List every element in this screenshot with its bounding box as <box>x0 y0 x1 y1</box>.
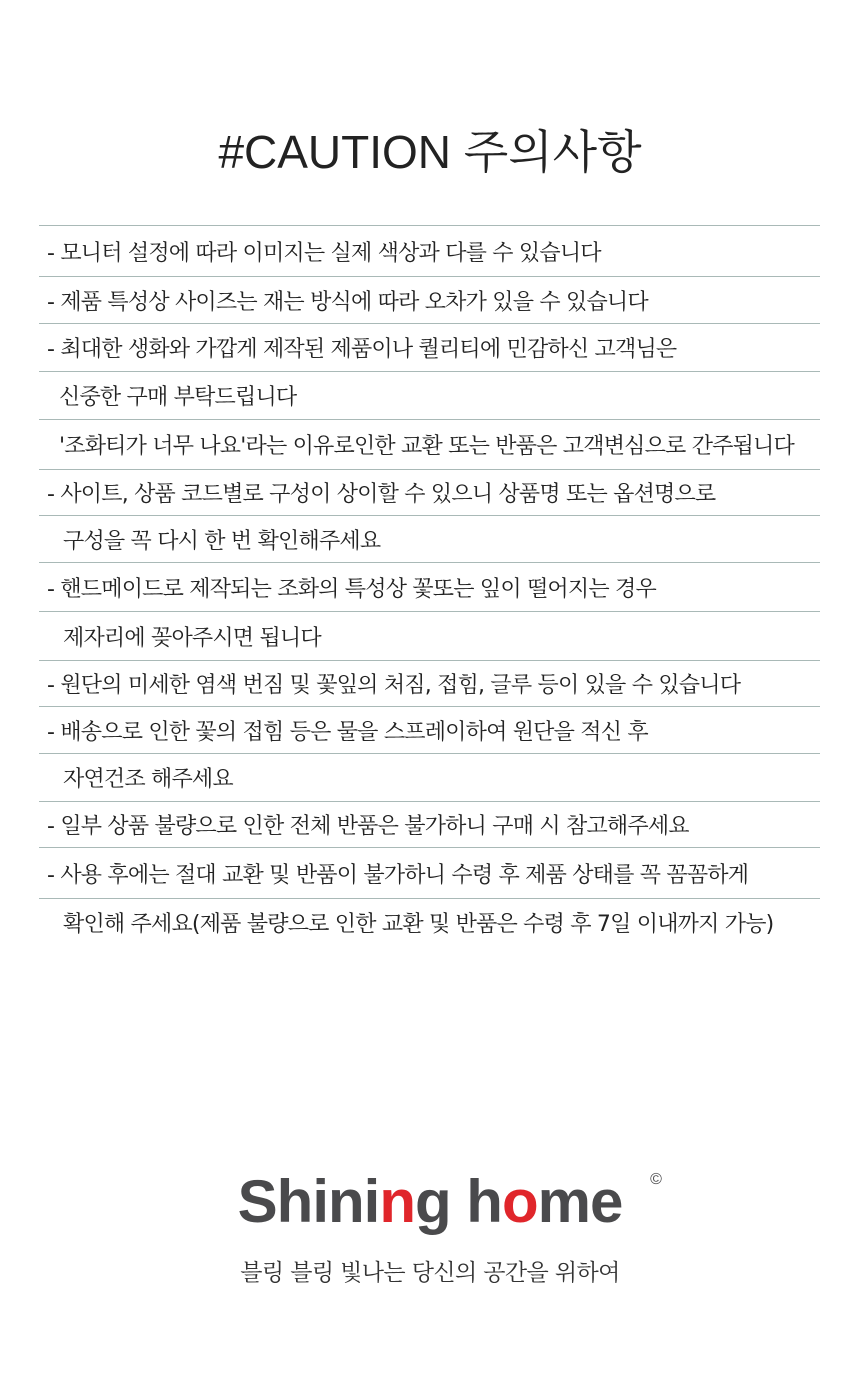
caution-item-continued: 확인해 주세요(제품 불량으로 인한 교환 및 반품은 수령 후 7일 이내까지 가능) <box>63 912 774 937</box>
caution-item-continued: 신중한 구매 부탁드립니다 <box>39 372 820 420</box>
logo-text-part: me <box>537 1168 623 1235</box>
caution-item: - 핸드메이드로 제작되는 조화의 특성상 꽃또는 잎이 떨어지는 경우 <box>39 563 820 612</box>
caution-item: - 일부 상품 불량으로 인한 전체 반품은 불가하니 구매 시 참고해주세요 <box>39 802 820 848</box>
caution-item: - 최대한 생화와 가깝게 제작된 제품이나 퀄리티에 민감하신 고객님은 <box>39 324 820 372</box>
caution-item-continued: 자연건조 해주세요 <box>39 754 820 802</box>
caution-item: - 제품 특성상 사이즈는 재는 방식에 따라 오차가 있을 수 있습니다 <box>39 277 820 324</box>
brand-tagline: 블링 블링 빛나는 당신의 공간을 위하여 <box>240 1260 620 1286</box>
logo-text-part-accent: n <box>379 1168 415 1235</box>
brand-logo <box>0 1160 860 1250</box>
caution-item-continued: 구성을 꼭 다시 한 번 확인해주세요 <box>39 516 820 563</box>
caution-item-continued: 제자리에 꽂아주시면 됩니다 <box>39 612 820 661</box>
copyright-icon: © <box>650 1171 662 1188</box>
caution-list <box>39 225 820 946</box>
caution-item-continued: '조화티가 너무 나요'라는 이유로인한 교환 또는 반품은 고객변심으로 간주됩니다 <box>39 420 820 470</box>
caution-item: - 원단의 미세한 염색 번짐 및 꽃잎의 처짐, 접힘, 글루 등이 있을 수 있습니다 <box>39 661 820 707</box>
svg-text:Shining home <box>238 1168 623 1235</box>
logo-text-part: Shini <box>237 1168 380 1235</box>
logo-text-part: g h <box>414 1168 502 1235</box>
caution-item: - 배송으로 인한 꽃의 접힘 등은 물을 스프레이하여 원단을 적신 후 <box>39 707 820 754</box>
caution-item: - 사이트, 상품 코드별로 구성이 상이할 수 있으니 상품명 또는 옵션명으로 <box>39 470 820 516</box>
caution-item: - 모니터 설정에 따라 이미지는 실제 색상과 다를 수 있습니다 <box>39 226 820 277</box>
page-title: #CAUTION 주의사항 <box>218 126 642 178</box>
logo-text-part-accent: o <box>501 1168 538 1235</box>
caution-item: - 사용 후에는 절대 교환 및 반품이 불가하니 수령 후 제품 상태를 꼭 꼼꼼하게 <box>39 848 820 899</box>
